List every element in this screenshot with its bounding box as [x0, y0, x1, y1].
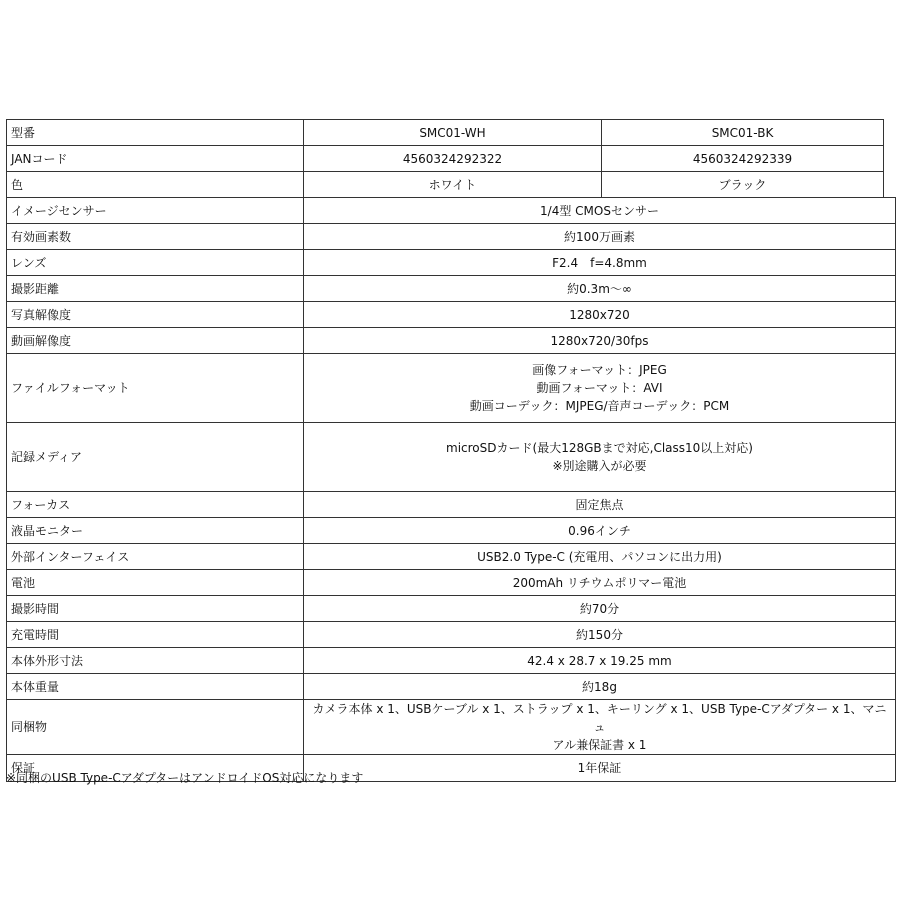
table-row	[7, 120, 896, 146]
row-label: 外部インターフェイス	[7, 544, 304, 570]
model-wh: SMC01-WH	[304, 120, 602, 146]
color-bk: ブラック	[602, 172, 884, 198]
row-value: 約100万画素	[304, 224, 896, 250]
spec-table	[6, 119, 896, 782]
table-row	[7, 276, 896, 302]
table-row	[7, 198, 896, 224]
file-format-line: 画像フォーマット：JPEG	[532, 363, 667, 377]
row-label: ファイルフォーマット	[7, 354, 304, 423]
row-label: 型番	[7, 120, 304, 146]
media-line: ※別途購入が必要	[552, 459, 647, 473]
row-value: 1年保証	[304, 755, 896, 782]
row-value: 0.96インチ	[304, 518, 896, 544]
row-value: 固定焦点	[304, 492, 896, 518]
row-label: 充電時間	[7, 622, 304, 648]
table-row	[7, 622, 896, 648]
table-row	[7, 544, 896, 570]
row-value: F2.4 f=4.8mm	[304, 250, 896, 276]
jan-wh: 4560324292322	[304, 146, 602, 172]
row-value: 1280x720	[304, 302, 896, 328]
row-label: 色	[7, 172, 304, 198]
color-wh: ホワイト	[304, 172, 602, 198]
row-value	[304, 423, 896, 492]
footnote: ※同梱のUSB Type-CアダプターはアンドロイドOS対応になります	[6, 771, 364, 785]
row-label: イメージセンサー	[7, 198, 304, 224]
row-label: レンズ	[7, 250, 304, 276]
table-row	[7, 492, 896, 518]
table-row	[7, 328, 896, 354]
table-row	[7, 302, 896, 328]
row-label: 写真解像度	[7, 302, 304, 328]
row-label: 同梱物	[7, 700, 304, 755]
file-format-line: 動画フォーマット：AVI	[536, 381, 663, 395]
table-row	[7, 423, 896, 492]
row-value: 約70分	[304, 596, 896, 622]
row-value: USB2.0 Type-C (充電用、パソコンに出力用)	[304, 544, 896, 570]
jan-bk: 4560324292339	[602, 146, 884, 172]
row-label: 撮影時間	[7, 596, 304, 622]
bundle-line: アル兼保証書 x 1	[552, 738, 647, 752]
row-value	[304, 354, 896, 423]
row-label: 本体外形寸法	[7, 648, 304, 674]
table-row	[7, 700, 896, 755]
row-value: 42.4 x 28.7 x 19.25 mm	[304, 648, 896, 674]
media-line: microSDカード(最大128GBまで対応,Class10以上対応)	[446, 441, 753, 455]
table-row	[7, 648, 896, 674]
row-label: 有効画素数	[7, 224, 304, 250]
row-label: 電池	[7, 570, 304, 596]
table-row	[7, 596, 896, 622]
table-row	[7, 570, 896, 596]
table-row	[7, 172, 896, 198]
bundle-line: カメラ本体 x 1、USBケーブル x 1、ストラップ x 1、キーリング x 1、USB Type-Cアダプター x 1、マニュ	[312, 702, 887, 734]
model-bk: SMC01-BK	[602, 120, 884, 146]
row-value: 約0.3m～∞	[304, 276, 896, 302]
row-label: フォーカス	[7, 492, 304, 518]
row-label: 記録メディア	[7, 423, 304, 492]
table-row	[7, 518, 896, 544]
row-value: 約18g	[304, 674, 896, 700]
row-label: 液晶モニター	[7, 518, 304, 544]
row-value: 1280x720/30fps	[304, 328, 896, 354]
file-format-line: 動画コーデック：MJPEG/音声コーデック：PCM	[469, 399, 730, 413]
row-label: 撮影距離	[7, 276, 304, 302]
row-value: 約150分	[304, 622, 896, 648]
table-row	[7, 146, 896, 172]
table-row	[7, 250, 896, 276]
row-value	[304, 700, 896, 755]
row-value: 1/4型 CMOSセンサー	[304, 198, 896, 224]
row-label: 本体重量	[7, 674, 304, 700]
row-value: 200mAh リチウムポリマー電池	[304, 570, 896, 596]
row-label: 保証	[7, 755, 304, 782]
table-row	[7, 354, 896, 423]
row-label: 動画解像度	[7, 328, 304, 354]
table-row	[7, 224, 896, 250]
table-row	[7, 674, 896, 700]
row-label: JANコード	[7, 146, 304, 172]
